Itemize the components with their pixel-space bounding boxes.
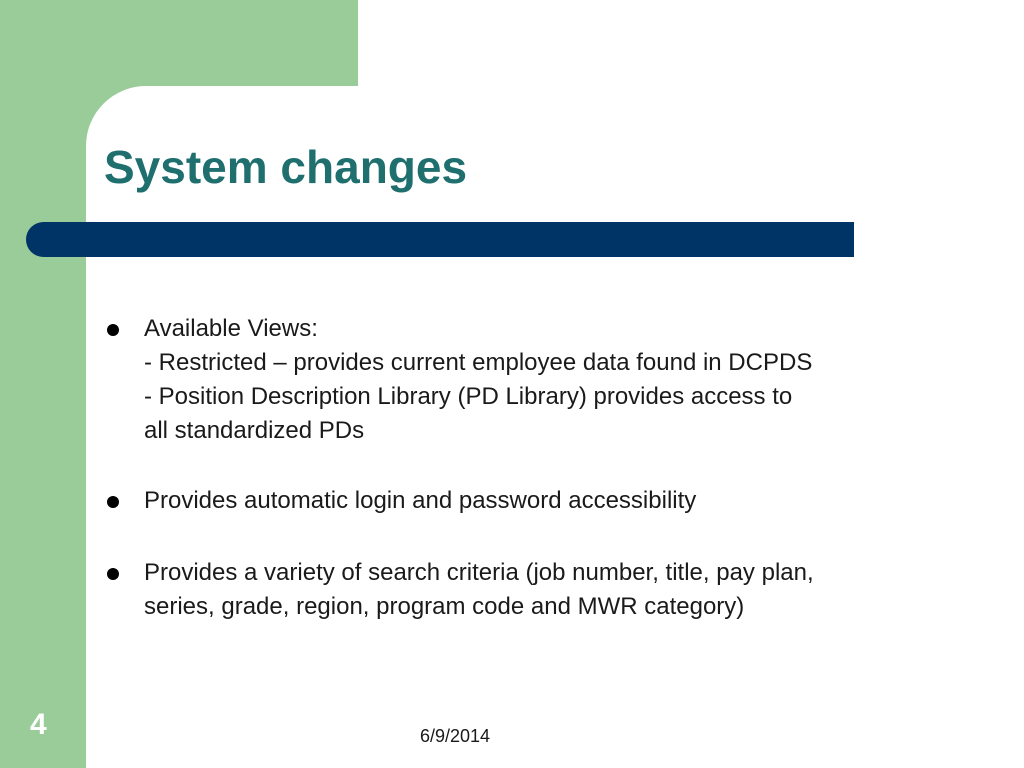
- bullet-item-search: [104, 556, 964, 624]
- bullet-dot-icon: [107, 324, 119, 336]
- bullet-line: Available Views:: [144, 315, 318, 342]
- bullet-line: series, grade, region, program code and MWR category): [144, 593, 745, 620]
- bullet-item-login: [104, 484, 964, 518]
- bullet-dot-icon: [107, 496, 119, 508]
- bullet-item-views: [104, 312, 964, 448]
- bullet-line: Provides a variety of search criteria (job number, title, pay plan,: [144, 559, 814, 586]
- page-number: 4: [30, 708, 47, 741]
- slide-title: System changes: [104, 141, 468, 193]
- bullet-line: all standardized PDs: [144, 417, 365, 444]
- bullet-line: - Restricted – provides current employee data found in DCPDS: [144, 349, 813, 376]
- bullet-dot-icon: [107, 568, 119, 580]
- footer-date: 6/9/2014: [420, 726, 491, 746]
- bullet-line: - Position Description Library (PD Library) provides access to: [144, 383, 793, 410]
- bullet-line: Provides automatic login and password accessibility: [144, 487, 697, 514]
- title-underline-bar: [26, 222, 854, 257]
- bullet-list: [104, 312, 964, 660]
